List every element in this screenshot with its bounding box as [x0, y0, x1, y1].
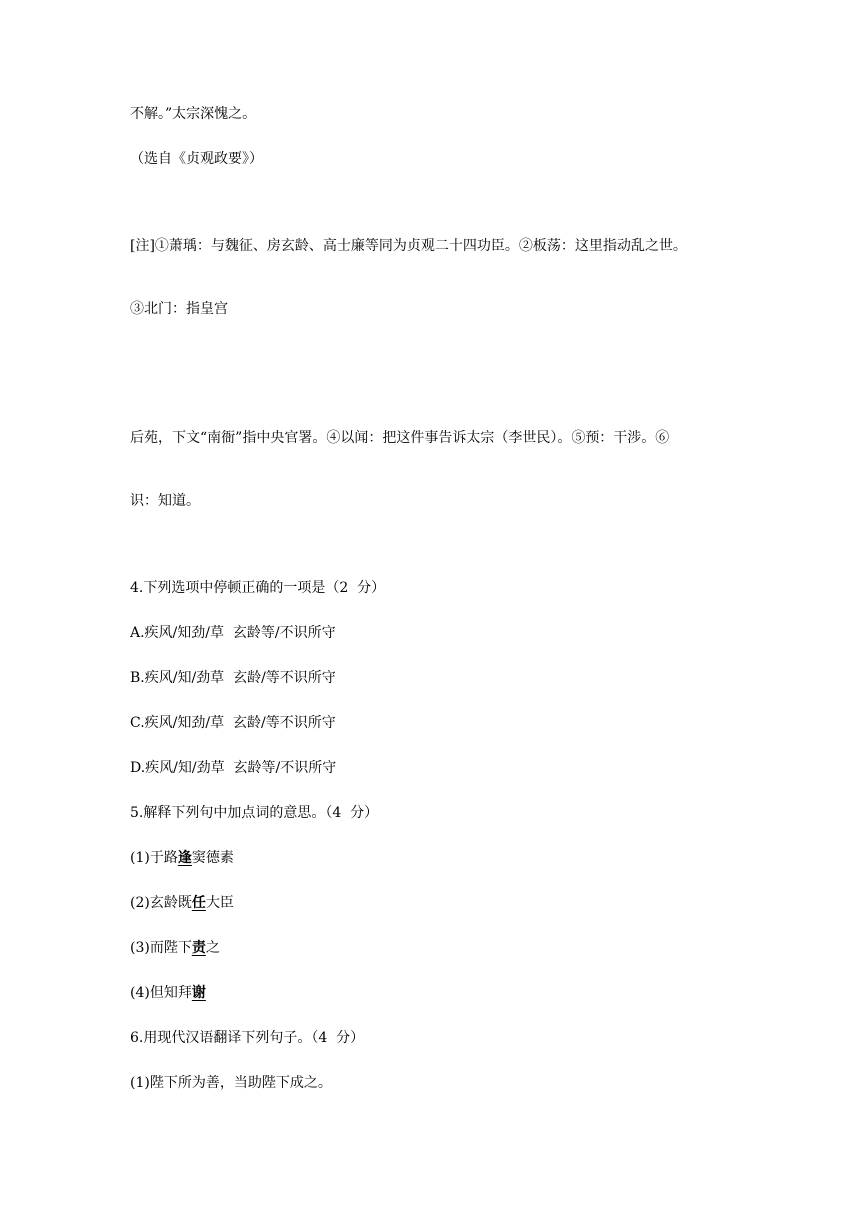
- question-5-item-3: [130, 938, 740, 959]
- notes-line-1: [注]①萧瑀：与魏征、房玄龄、高士廉等同为贞观二十四功臣。②板荡：这里指动乱之世。: [130, 238, 687, 254]
- question-5-item-1: [130, 848, 740, 869]
- notes-line-3: 后苑，下文“南衙”指中央官署。④以闻：把这件事告诉太宗（李世民）。⑤预：干涉。⑥: [130, 430, 670, 446]
- dotted-word: 任: [191, 895, 206, 911]
- notes-line-4: 识：知道。: [130, 493, 200, 509]
- question-5-item-2: [130, 893, 740, 914]
- item-text: (3)而陛下: [130, 940, 192, 956]
- item-text: (4)但知拜: [130, 985, 192, 1001]
- document-page: [130, 104, 740, 1118]
- notes-block-2: [130, 386, 740, 554]
- dotted-word: 谢: [191, 985, 206, 1001]
- passage-end: 不解。”太宗深愧之。: [130, 106, 257, 122]
- question-5-stem: 5.解释下列句中加点词的意思。（4 分）: [130, 805, 379, 821]
- item-text: 窦德素: [191, 850, 234, 866]
- dotted-word: 责: [191, 940, 206, 956]
- item-text: (1)于路: [130, 850, 178, 866]
- question-4-option-a: A.疾风/知劲/草 玄龄等/不识所守: [130, 625, 336, 641]
- notes-line-2: ③北门：指皇宫: [130, 301, 228, 317]
- notes-block: [130, 194, 740, 362]
- item-text: 之: [205, 940, 220, 956]
- question-6-item-1: (1)陛下所为善，当助陛下成之。: [130, 1075, 332, 1091]
- dotted-word: 逢: [177, 850, 192, 866]
- source-citation: （选自《贞观政要》）: [130, 151, 263, 167]
- item-text: (2)玄龄既: [130, 895, 192, 911]
- item-text: 大臣: [205, 895, 234, 911]
- question-6-stem: 6.用现代汉语翻译下列句子。（4 分）: [130, 1030, 365, 1046]
- question-4-option-c: C.疾风/知劲/草 玄龄/等不识所守: [130, 715, 336, 731]
- question-5-item-4: [130, 983, 740, 1004]
- question-4-option-d: D.疾风/知/劲草 玄龄等/不识所守: [130, 760, 337, 776]
- question-4-stem: 4.下列选项中停顿正确的一项是（2 分）: [130, 580, 386, 596]
- question-4-option-b: B.疾风/知/劲草 玄龄/等不识所守: [130, 670, 336, 686]
